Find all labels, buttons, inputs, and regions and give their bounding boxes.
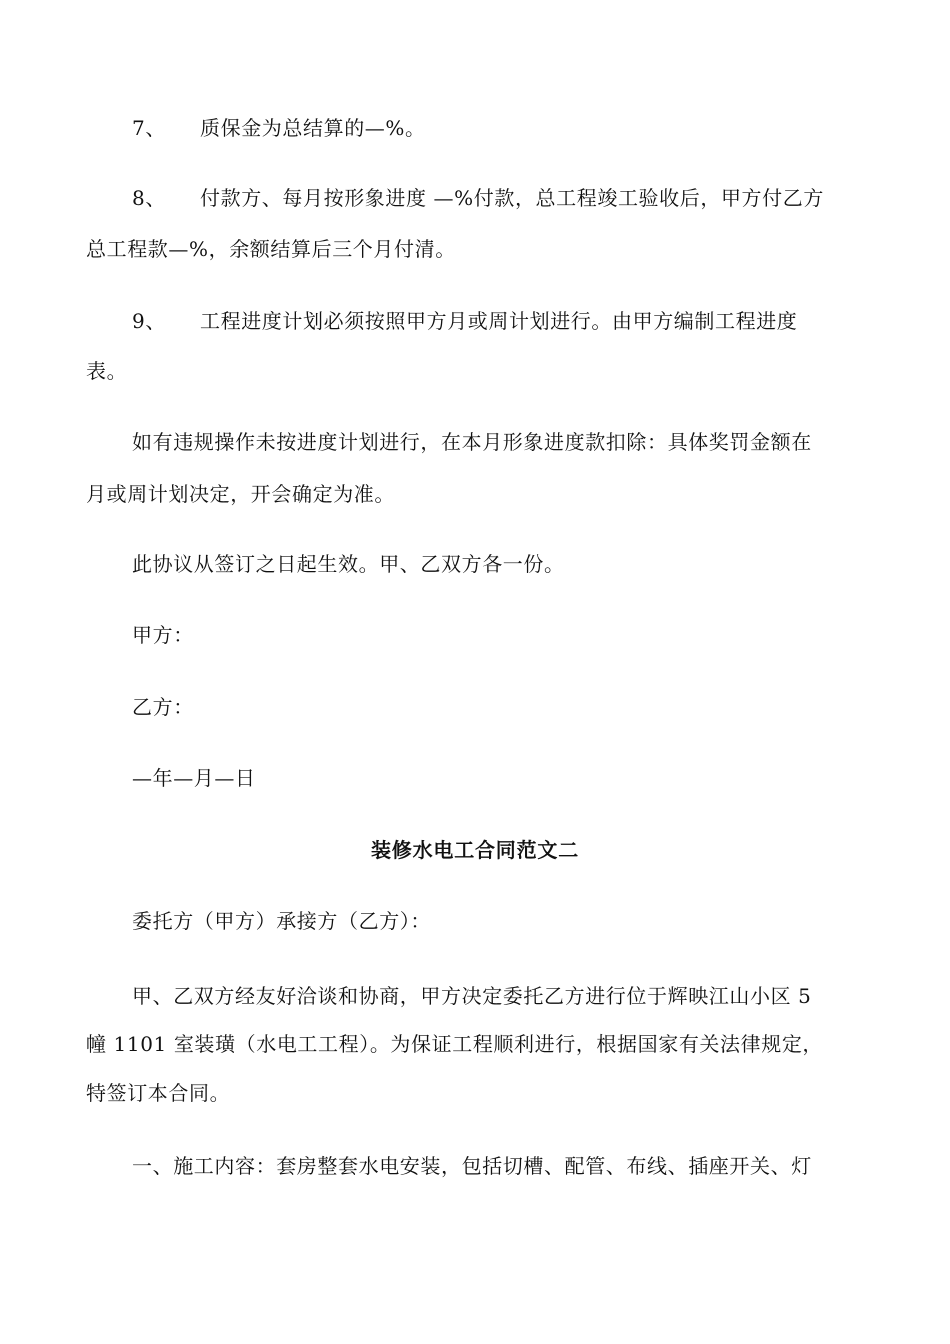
item-8: [132, 185, 876, 211]
date-line: —年—月—日: [132, 766, 256, 790]
item-7: [132, 115, 876, 141]
item-9-continuation: 表。: [86, 359, 128, 383]
clause-1: 一、施工内容：套房整套水电安装，包括切槽、配管、布线、插座开关、灯: [132, 1154, 812, 1178]
intro-line-3: 特签订本合同。: [86, 1081, 231, 1105]
item-number: 9、: [132, 309, 166, 333]
item-number: 8、: [132, 186, 166, 210]
item-8-continuation: 总工程款—%，余额结算后三个月付清。: [86, 237, 456, 261]
party-b-label: 乙方：: [132, 695, 194, 719]
item-number: 7、: [132, 116, 166, 140]
party-a-label: 甲方：: [132, 623, 194, 647]
parties-line: 委托方（甲方）承接方（乙方）：: [132, 909, 431, 933]
item-text: 工程进度计划必须按照甲方月或周计划进行。由甲方编制工程进度: [200, 309, 798, 333]
section-title: 装修水电工合同范文二: [371, 838, 579, 862]
item-text: 质保金为总结算的—%。: [200, 116, 426, 140]
violation-line-1: 如有违规操作未按进度计划进行，在本月形象进度款扣除：具体奖罚金额在: [132, 430, 812, 454]
intro-line-2: 幢 1101 室装璜（水电工工程）。为保证工程顺利进行，根据国家有关法律规定，: [86, 1032, 824, 1056]
violation-line-2: 月或周计划决定，开会确定为准。: [86, 482, 395, 506]
item-9: [132, 308, 876, 334]
effective-clause: 此协议从签订之日起生效。甲、乙双方各一份。: [132, 552, 565, 576]
intro-line-1: 甲、乙双方经友好洽谈和协商，甲方决定委托乙方进行位于辉映江山小区 5: [132, 984, 812, 1008]
item-text: 付款方、每月按形象进度 —%付款，总工程竣工验收后，甲方付乙方: [200, 186, 824, 210]
